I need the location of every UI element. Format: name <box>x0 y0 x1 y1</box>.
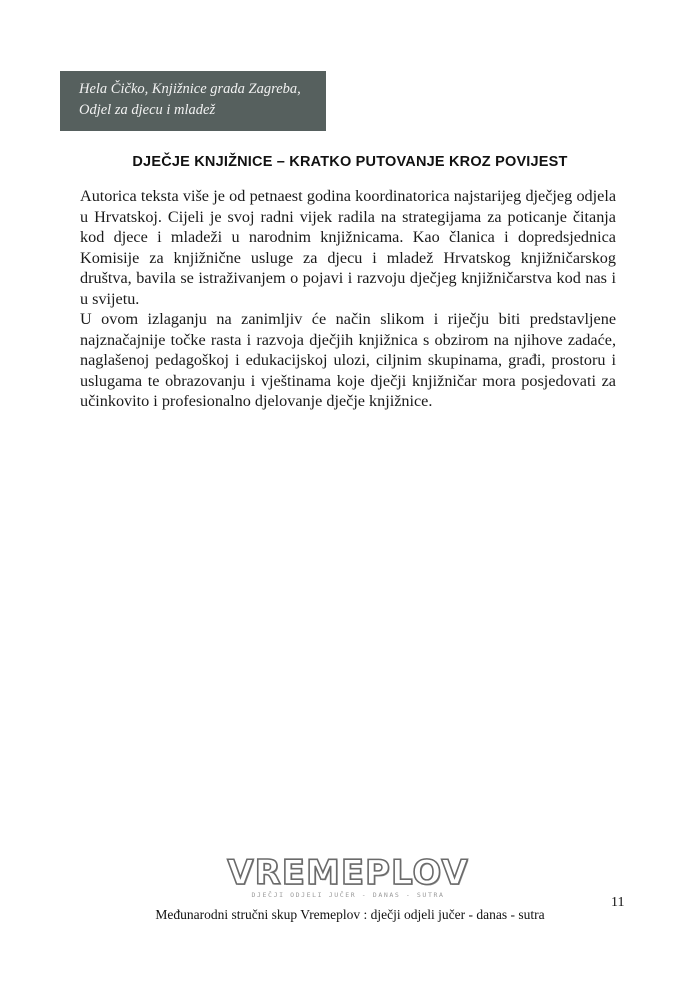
footer-text: Međunarodni stručni skup Vremeplov : dječji odjeli jučer - danas - sutra <box>155 907 545 922</box>
vremeplov-logo <box>200 853 496 905</box>
page-number: 11 <box>611 895 625 910</box>
author-line-1: Hela Čičko, Knjižnice grada Zagreba, <box>79 81 301 97</box>
author-box <box>60 71 326 131</box>
paragraph-2: U ovom izlaganju na zanimljiv će način slikom i riječju biti predstavljene najznačajnije točke rasta i razvoja dječjih knjižnica s obzirom na njihove zadaće, naglašenoj pedagoškoj i edukacijskoj ulozi, ciljnim skupinama, građi, prostoru i uslugama te obrazovanju i vještinama koje dječji knjižničar mora posjedovati za učinkovito i profesionalno djelovanje dječje knjižnice. <box>80 310 616 410</box>
author-line-2: Odjel za djecu i mladež <box>79 102 216 118</box>
logo-word: VREMEPLOV <box>227 853 469 893</box>
article-body <box>80 186 616 412</box>
logo-tagline: DJEČJI ODJELI JUČER - DANAS - SUTRA <box>251 891 445 899</box>
article-title: DJEČJE KNJIŽNICE – KRATKO PUTOVANJE KROZ POVIJEST <box>132 154 568 170</box>
paragraph-1: Autorica teksta više je od petnaest godina koordinatorica najstarijeg dječjeg odjela u Hrvatskoj. Cijeli je svoj radni vijek radila na strategijama za poticanje čitanja kod djece i mladeži u narodnim knjižnicama. Kao članica i dopredsjednica Komisije za knjižnične usluge za djecu i mladež Hrvatskog knjižničarskog društva, bavila se istraživanjem o pojavi i razvoju dječjeg knjižničarstva kod nas i u svijetu. <box>80 187 616 308</box>
